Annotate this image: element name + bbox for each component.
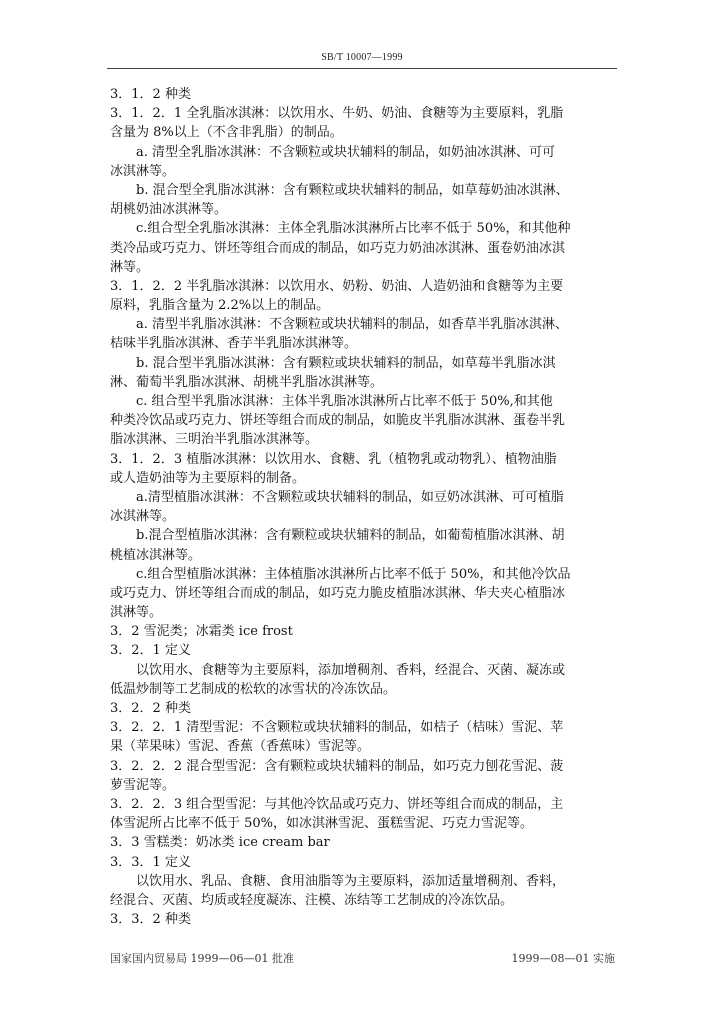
text-line: a. 清型全乳脂冰淇淋：不含颗粒或块状辅料的制品，如奶油冰淇淋、可可 [136,144,556,160]
text-line: 经混合、灭菌、均质或轻度凝冻、注模、冻结等工艺制成的冷冻饮品。 [110,892,514,908]
text-line: 3．3．1 定义 [110,854,191,870]
text-line: a. 清型半乳脂冰淇淋：不含颗粒或块状辅料的制品，如香草半乳脂冰淇淋、 [136,317,569,333]
footer-approval-date: 国家国内贸易局 1999—06—01 批准 [110,952,294,965]
text-line: 脂冰淇淋、三明治半乳脂冰淇淋等。 [110,432,319,448]
text-line: b. 混合型全乳脂冰淇淋：含有颗粒或块状辅料的制品，如草莓奶油冰淇淋、 [136,182,569,198]
text-line: 3．2 雪泥类；冰霜类 ice frost [110,624,293,640]
text-line: 3．1．2．1 全乳脂冰淇淋：以饮用水、牛奶、奶油、食糖等为主要原料，乳脂 [110,106,564,122]
text-line: 淇淋等。 [110,605,163,621]
text-line: 淋等。 [110,259,150,275]
text-line: 3．2．2．2 混合型雪泥：含有颗粒或块状辅料的制品，如巧克力刨花雪泥、菠 [110,758,564,774]
text-line: b. 混合型半乳脂冰淇淋：含有颗粒或块状辅料的制品，如草莓半乳脂冰淇 [136,355,556,371]
text-line: 原料，乳脂含量为 2.2%以上的制品。 [110,298,330,314]
text-line: 3．1．2．2 半乳脂冰淇淋：以饮用水、奶粉、奶油、人造奶油和食糖等为主要 [110,278,564,294]
text-line: b.混合型植脂冰淇淋：含有颗粒或块状辅料的制品，如葡萄植脂冰淇淋、胡 [136,528,565,544]
text-line: 体雪泥所占比率不低于 50%，如冰淇淋雪泥、蛋糕雪泥、巧克力雪泥等。 [110,816,534,832]
text-line: 3．2．2．3 组合型雪泥：与其他冷饮品或巧克力、饼坯等组合而成的制品，主 [110,796,564,812]
text-line: c. 组合型半乳脂冰淇淋：主体半乳脂冰淇淋所占比率不低于 50%,和其他 [136,394,553,409]
text-line: a.清型植脂冰淇淋：不含颗粒或块状辅料的制品，如豆奶冰淇淋、可可植脂 [136,489,564,505]
text-line: 3．1．2．3 植脂冰淇淋：以饮用水、食糖、乳（植物乳或动物乳）、植物油脂 [110,451,557,467]
text-line: 3．2．2 种类 [110,701,191,716]
text-line: c.组合型全乳脂冰淇淋：主体全乳脂冰淇淋所占比率不低于 50%，和其他种 [136,221,571,237]
text-line: 3．3．2 种类 [110,912,191,928]
text-line: 3．1．2 种类 [110,87,191,102]
text-line: 种类冷饮品或巧克力、饼坯等组合而成的制品，如脆皮半乳脂冰淇淋、蛋卷半乳 [110,413,566,429]
footer-implementation-date: 1999—08—01 实施 [511,952,615,965]
text-line: 桃植冰淇淋等。 [110,547,202,563]
text-line: 果（苹果味）雪泥、香蕉（香蕉味）雪泥等。 [110,739,371,755]
header-divider [107,68,617,69]
text-line: 胡桃奶油冰淇淋等。 [110,202,228,218]
text-line: 3．2．1 定义 [110,643,191,659]
text-line: 或人造奶油等为主要原料的制备。 [110,470,306,486]
text-line: 或巧克力、饼坯等组合而成的制品，如巧克力脆皮植脂冰淇淋、华夫夹心植脂冰 [110,585,566,601]
text-line: 萝雪泥等。 [110,777,176,793]
text-line: 淋、葡萄半乳脂冰淇淋、胡桃半乳脂冰淇淋等。 [110,374,384,390]
text-line: c.组合型植脂冰淇淋：主体植脂冰淇淋所占比率不低于 50%，和其他冷饮品 [136,566,571,582]
text-line: 低温炒制等工艺制成的松软的冰雪状的冷冻饮品。 [110,681,397,697]
text-line: 冰淇淋等。 [110,509,176,525]
text-line: 类冷品或巧克力、饼坯等组合而成的制品，如巧克力奶油冰淇淋、蛋卷奶油冰淇 [110,240,566,256]
standard-code-header: SB/T 10007—1999 [321,52,403,63]
document-body [110,85,618,929]
text-line: 冰淇淋等。 [110,163,176,179]
text-line: 3．2．2．1 清型雪泥：不含颗粒或块状辅料的制品，如桔子（桔味）雪泥、苹 [110,720,564,736]
text-line: 桔味半乳脂冰淇淋、香芋半乳脂冰淇淋等。 [110,336,358,352]
text-line: 含量为 8%以上（不含非乳脂）的制品。 [110,125,343,141]
text-line: 3．3 雪糕类：奶冰类 ice cream bar [110,835,330,851]
text-line: 以饮用水、乳品、食糖、食用油脂等为主要原料，添加适量增稠剂、香料， [136,873,566,889]
text-line: 以饮用水、食糖等为主要原料，添加增稠剂、香料，经混合、灭菌、凝冻或 [136,662,566,678]
